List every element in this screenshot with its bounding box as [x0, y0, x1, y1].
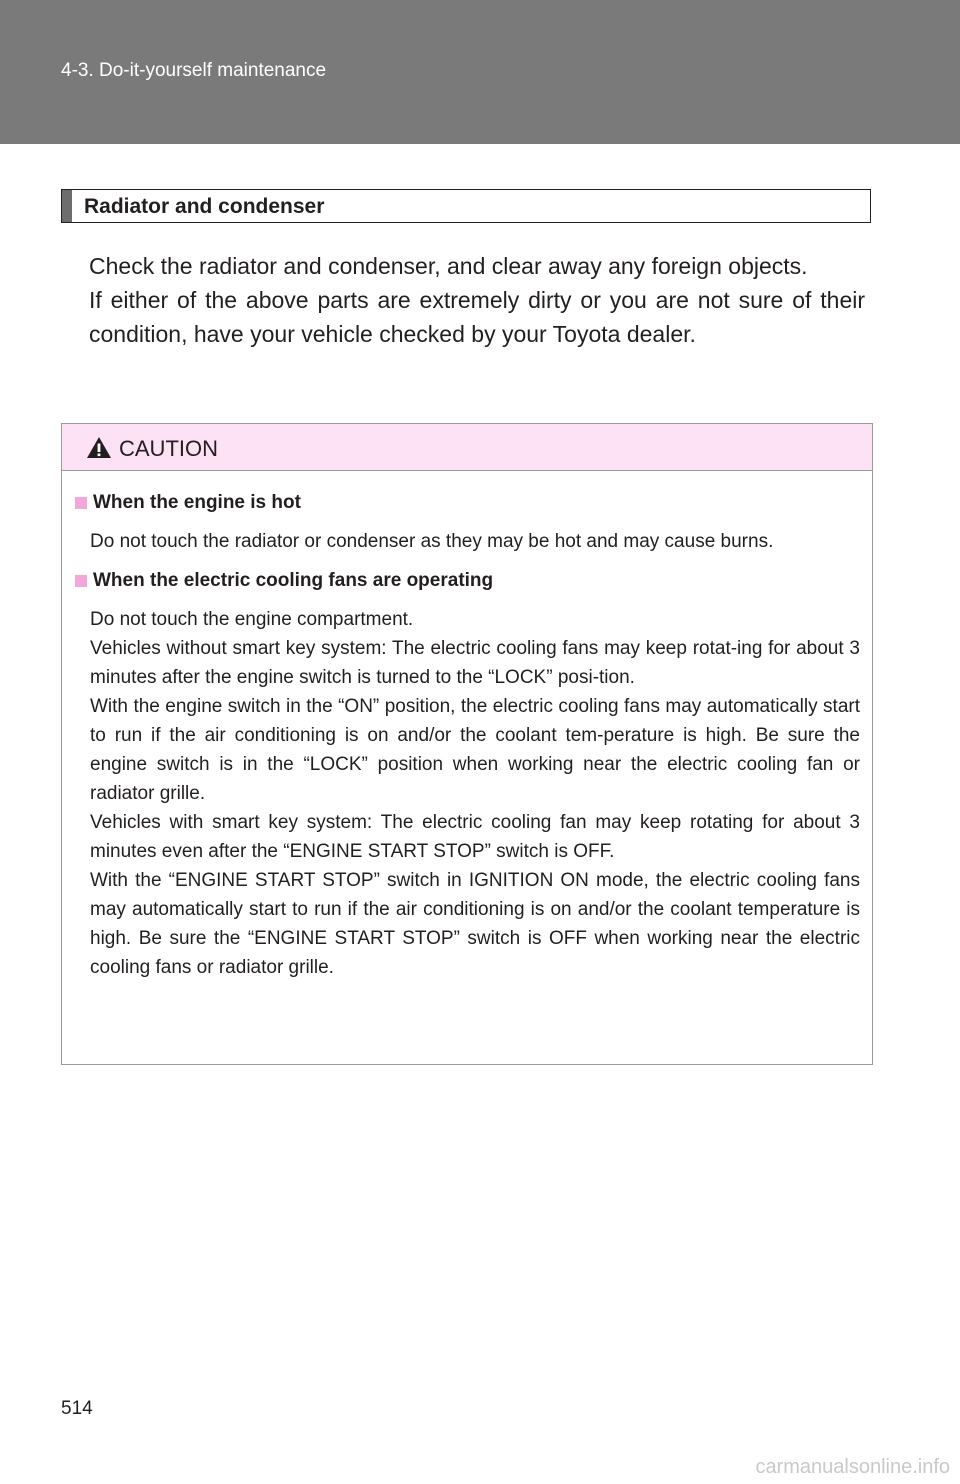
caution-item-body — [75, 527, 860, 556]
caution-box — [61, 423, 873, 1065]
body-paragraph: Check the radiator and condenser, and clear away any foreign objects. — [89, 253, 808, 279]
page-header-band — [0, 0, 960, 144]
caution-line: With the engine switch in the “ON” position, the electric cooling fans may automatically start to run if the air conditioning is on and/or the coolant tem-perature is high. Be sure the engine switch is in the “LOCK” position when working near the electric cooling fan or radiator grille. — [90, 696, 860, 804]
caution-line: Vehicles without smart key system: The electric cooling fans may keep rotat-ing for about 3 minutes after the engine switch is turned to the “LOCK” posi-tion. — [90, 638, 860, 688]
section-title: Radiator and condenser — [84, 195, 325, 218]
caution-title: CAUTION — [119, 436, 218, 461]
watermark: carmanualsonline.info — [755, 1456, 950, 1478]
caution-line: Do not touch the radiator or condenser as they may be hot and may cause burns. — [90, 531, 774, 552]
caution-line: Vehicles with smart key system: The electric cooling fan may keep rotating for about 3 minutes even after the “ENGINE START STOP” switch is OFF. — [90, 812, 860, 862]
caution-item-body — [75, 605, 860, 982]
caution-line: With the “ENGINE START STOP” switch in IGNITION ON mode, the electric cooling fans may automatically start to run if the air conditioning is on and/or the coolant temperature is high. Be sure the “ENGINE START STOP” switch is OFF when working near the electric cooling fans or radiator grille. — [90, 870, 860, 978]
caution-heading-text: When the engine is hot — [93, 492, 301, 513]
caution-heading-text: When the electric cooling fans are operating — [93, 570, 494, 591]
warning-triangle-icon — [86, 436, 112, 459]
page-number: 514 — [61, 1398, 93, 1419]
caution-item-heading — [75, 488, 860, 517]
section-body — [89, 249, 865, 351]
section-heading-box — [61, 189, 871, 223]
bullet-square-icon — [75, 497, 87, 509]
section-breadcrumb: 4-3. Do-it-yourself maintenance — [61, 60, 327, 81]
caution-line: Do not touch the engine compartment. — [90, 609, 414, 630]
section-heading-bar — [62, 190, 72, 222]
bullet-square-icon — [75, 575, 87, 587]
body-paragraph: If either of the above parts are extremely dirty or you are not sure of their condition, have your vehicle checked by your Toyota dealer. — [89, 287, 865, 347]
caution-header — [62, 424, 872, 471]
caution-content — [75, 488, 860, 982]
caution-item-heading — [75, 566, 860, 595]
